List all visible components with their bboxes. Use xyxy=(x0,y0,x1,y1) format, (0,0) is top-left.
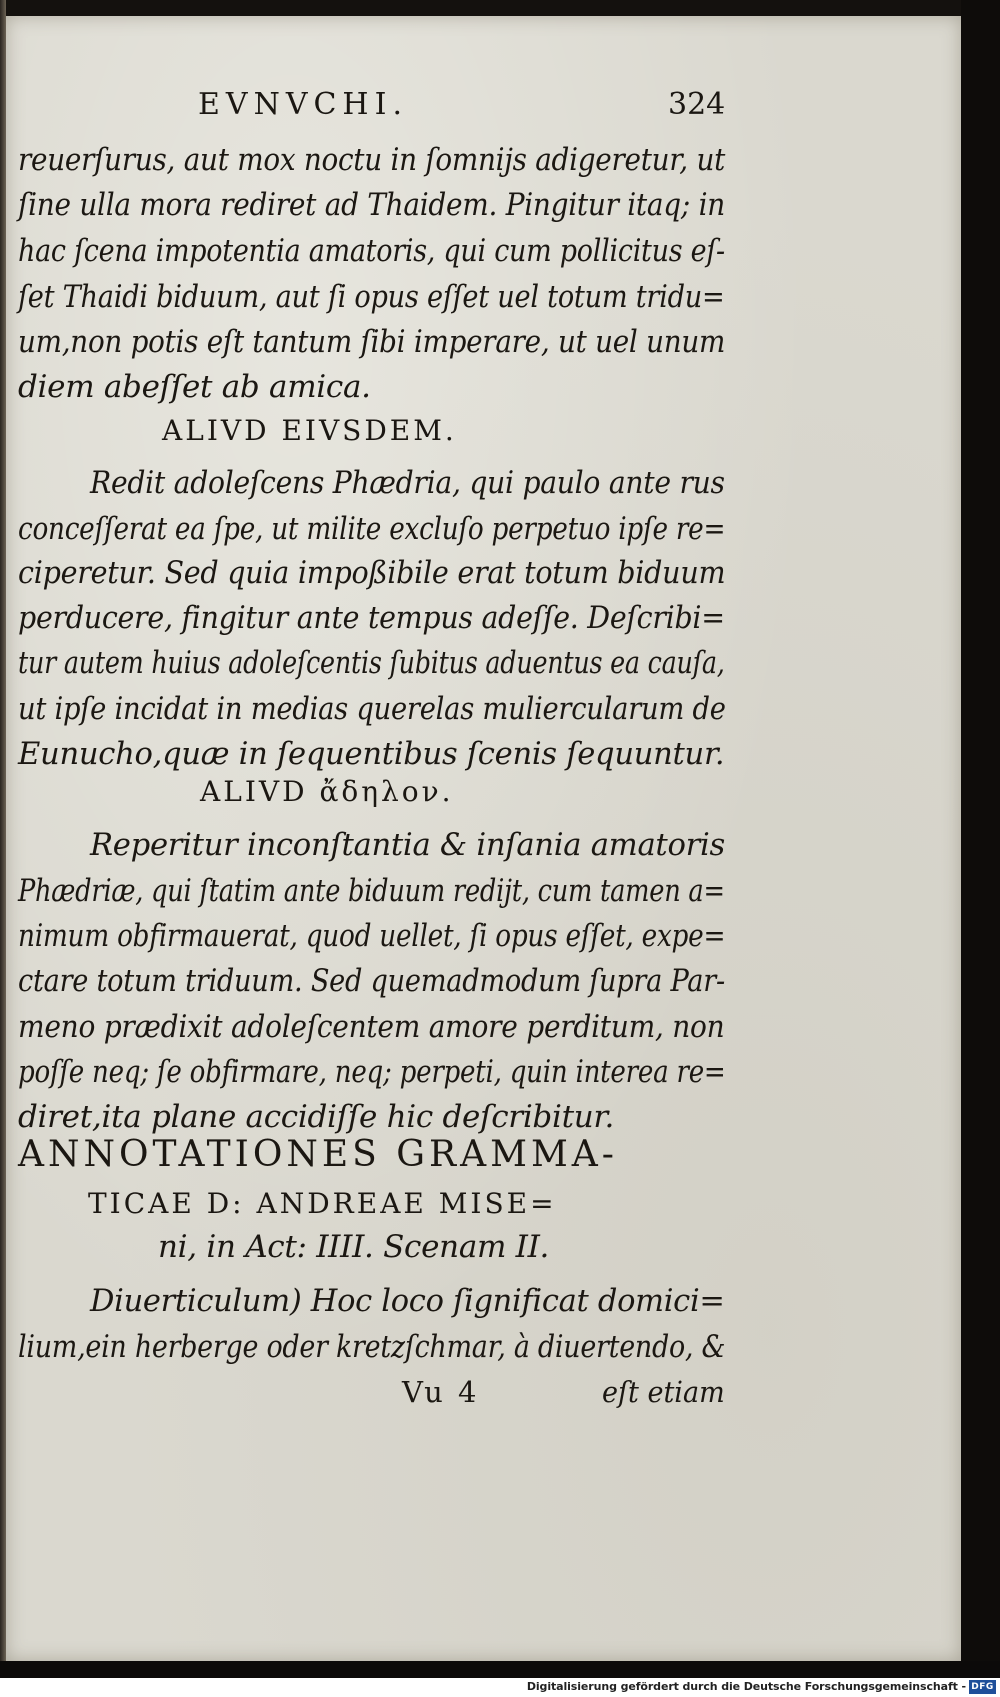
text-line: hac ſcena impotentia amatoris, qui cum pollicitus eſ- xyxy=(18,233,725,269)
text-line: ſet Thaidi biduum, aut ſi opus eſſet uel totum tridu= xyxy=(18,279,725,315)
section-heading: ALIVD ἄδηλον. xyxy=(200,775,454,808)
text-line: Redit adoleſcens Phædria, qui paulo ante rus xyxy=(90,465,725,501)
annotations-heading-line: ANNOTATIONES GRAMMA- xyxy=(18,1134,618,1175)
dfg-logo: DFG xyxy=(969,1680,996,1694)
text-line: Reperitur inconſtantia & inſania amatoris xyxy=(90,827,725,863)
text-line: tur autem huius adoleſcentis ſubitus aduentus ea cauſa, xyxy=(18,645,725,681)
text-line: diem abeſſet ab amica. xyxy=(18,369,371,405)
text-line: ut ipſe incidat in medias querelas muliercularum de xyxy=(18,691,726,727)
scan-bottom-edge xyxy=(0,1661,1000,1678)
footer-band xyxy=(0,1678,1000,1697)
text-line: um,non potis eſt tantum ſibi imperare, ut uel unum xyxy=(18,324,726,360)
text-line: reuerſurus, aut mox noctu in ſomnijs adigeretur, ut xyxy=(18,142,726,178)
text-line: Eunucho,quæ in ſequentibus ſcenis ſequuntur. xyxy=(18,736,725,772)
annotations-heading-line: ni, in Act: IIII. Scenam II. xyxy=(158,1229,550,1265)
text-line: ſine ulla mora rediret ad Thaidem. Pingitur itaq; in xyxy=(18,187,726,223)
text-line: ctare totum triduum. Sed quemadmodum ſupra Par- xyxy=(18,963,725,999)
page-number: 324 xyxy=(668,87,726,122)
footer-credit: Digitalisierung gefördert durch die Deutsche Forschungsgemeinschaft - xyxy=(526,1680,966,1693)
text-line: Phædriæ, qui ſtatim ante biduum redijt, cum tamen a= xyxy=(18,873,725,909)
text-line: diret,ita plane accidiſſe hic deſcribitur. xyxy=(18,1099,615,1135)
catchword: eſt etiam xyxy=(602,1375,725,1409)
text-line: poſſe neq; ſe obfirmare, neq; perpeti, quin interea re= xyxy=(18,1054,726,1090)
annotations-heading-line: TICAE D: ANDREAE MISE= xyxy=(88,1187,557,1220)
signature-mark: Vu 4 xyxy=(402,1375,480,1409)
book-right-edge xyxy=(961,0,1000,1697)
text-line: Diuerticulum) Hoc loco ſignificat domici= xyxy=(90,1283,725,1319)
running-head: EVNVCHI. xyxy=(198,87,408,122)
text-line: ciperetur. Sed quia impoßibile erat totum biduum xyxy=(18,555,726,591)
text-line: lium,ein herberge oder kretzſchmar, à diuertendo, & xyxy=(18,1329,726,1365)
text-line: conceſſerat ea ſpe, ut milite excluſo perpetuo ipſe re= xyxy=(18,511,726,547)
text-line: nimum obfirmauerat, quod uellet, ſi opus eſſet, expe= xyxy=(18,918,726,954)
text-line: perducere, fingitur ante tempus adeſſe. Deſcribi= xyxy=(18,600,725,636)
text-line: meno prædixit adoleſcentem amore perditum, non xyxy=(18,1009,725,1045)
section-heading: ALIVD EIVSDEM. xyxy=(162,414,457,447)
